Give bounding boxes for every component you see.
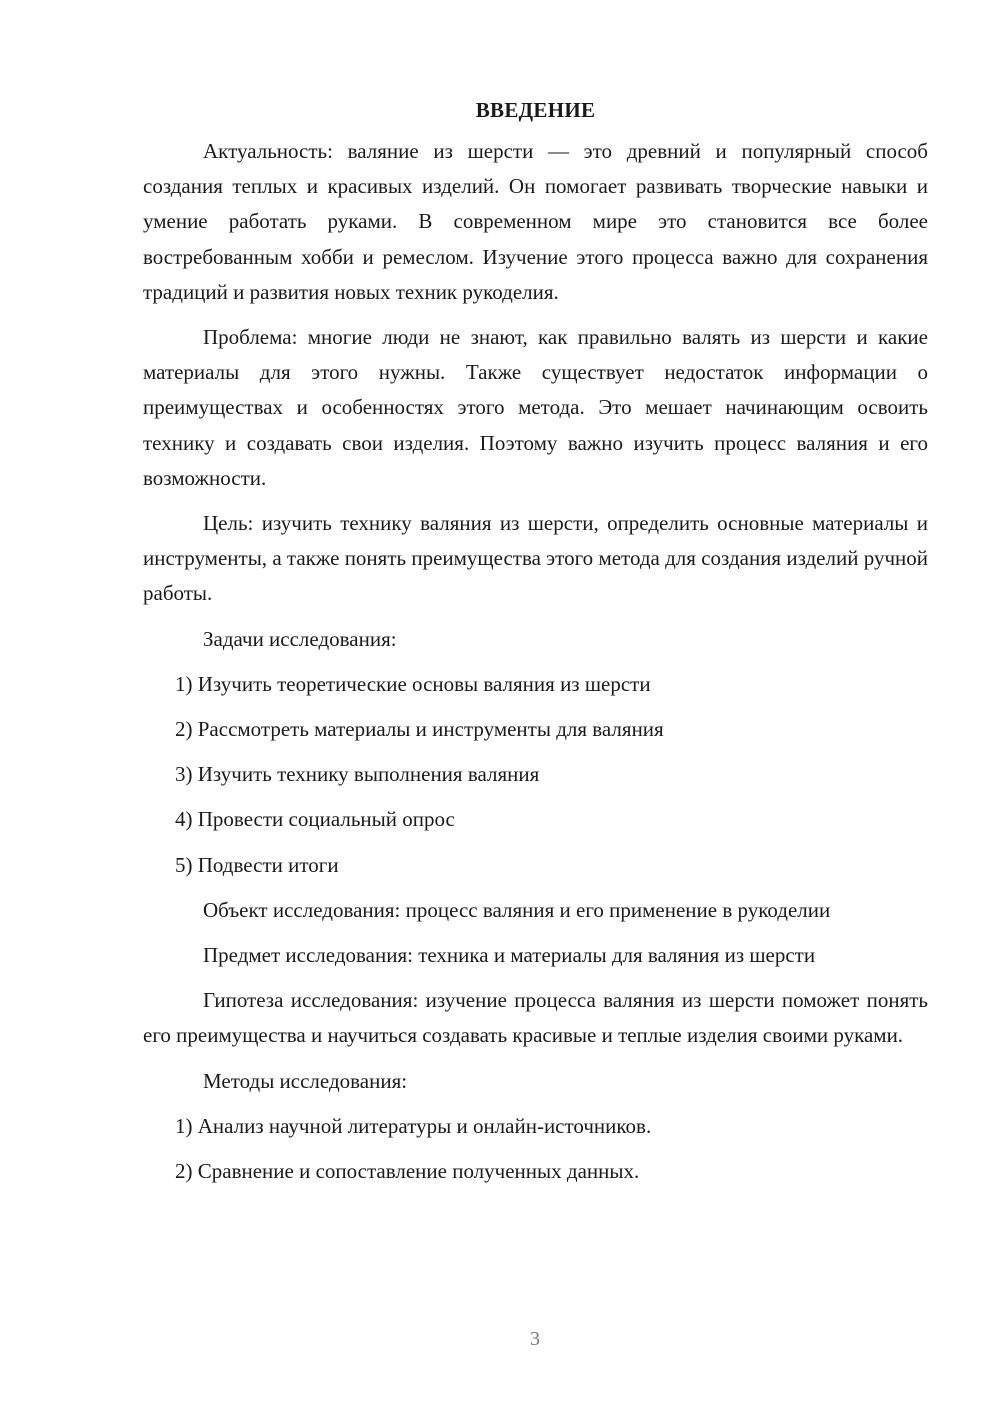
hypothesis-paragraph: Гипотеза исследования: изучение процесса валяния из шерсти поможет понять его преимущества и научиться создавать красивые и теплые изделия своими руками. <box>143 988 928 1048</box>
document-page <box>143 96 928 1199</box>
goal-paragraph: Цель: изучить технику валяния из шерсти, определить основные материалы и инструменты, а также понять преимущества этого метода для создания изделий ручной работы. <box>143 511 928 606</box>
task-item-3: 3) Изучить технику выполнения валяния <box>175 762 540 787</box>
task-item-2: 2) Рассмотреть материалы и инструменты для валяния <box>175 717 664 742</box>
relevance-paragraph: Актуальность: валяние из шерсти — это древний и популярный способ создания теплых и красивых изделий. Он помогает развивать творческие навыки и умение работать руками. В современном мире это становится все более востребованным хобби и ремеслом. Изучение этого процесса важно для сохранения традиций и развития новых техник рукоделия. <box>143 139 928 304</box>
page-title: ВВЕДЕНИЕ <box>475 98 596 122</box>
tasks-heading: Задачи исследования: <box>203 626 397 651</box>
problem-paragraph: Проблема: многие люди не знают, как правильно валять из шерсти и какие материалы для этого нужны. Также существует недостаток информации о преимуществах и особенностях этого метода. Это мешает начинающим освоить технику и создавать свои изделия. Поэтому важно изучить процесс валяния и его возможности. <box>143 325 928 490</box>
methods-heading: Методы исследования: <box>203 1068 408 1093</box>
method-item-2: 2) Сравнение и сопоставление полученных данных. <box>175 1159 640 1184</box>
subject-paragraph: Предмет исследования: техника и материалы для валяния из шерсти <box>203 943 816 968</box>
task-item-1: 1) Изучить теоретические основы валяния из шерсти <box>175 671 651 696</box>
task-item-5: 5) Подвести итоги <box>175 852 339 877</box>
task-item-4: 4) Провести социальный опрос <box>175 807 455 832</box>
object-paragraph: Объект исследования: процесс валяния и его применение в рукоделии <box>203 897 831 922</box>
page-number: 3 <box>530 1328 540 1350</box>
method-item-1: 1) Анализ научной литературы и онлайн-источников. <box>175 1113 652 1138</box>
